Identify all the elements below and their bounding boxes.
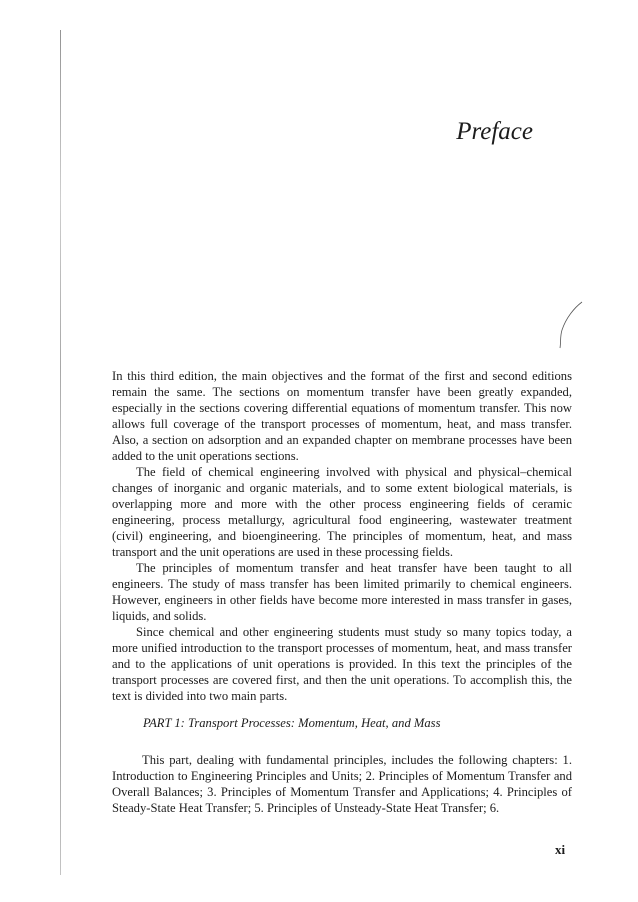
pen-stroke-mark — [552, 300, 592, 350]
part-title: Transport Processes: Momentum, Heat, and Mass — [188, 716, 441, 730]
paragraph: In this third edition, the main objectives and the format of the first and second editions remain the same. The sections on momentum transfer have been greatly expanded, especially in the sections covering differential equations of momentum transfer. This now allows full coverage of the transport processes of momentum, heat, and mass transfer. Also, a section on adsorption and an expanded chapter on membrane processes have been added to the unit operations sections. — [112, 369, 572, 463]
paragraph: The field of chemical engineering involved with physical and physical–chemical changes of inorganic and organic materials, and to some extent biological materials, is overlapping more and more with the other process engineering fields of ceramic engineering, process metallurgy, agricultural food engineering, wastewater treatment (civil) engineering, and bioengineering. The principles of momentum, heat, and mass transport and the unit operations are used in these processing fields. — [112, 465, 572, 559]
paragraph: Since chemical and other engineering students must study so many topics today, a more unified introduction to the transport processes of momentum, heat, and mass transfer and to the applications of unit operations is provided. In this text the principles of the transport processes are covered first, and then the unit operations. To accomplish this, the text is divided into two main parts. — [112, 625, 572, 703]
part-heading — [143, 716, 440, 731]
page-title: Preface — [456, 118, 533, 145]
part-paragraph: This part, dealing with fundamental principles, includes the following chapters: 1. Introduction to Engineering Principles and Units; 2. Principles of Momentum Transfer and Overall Balances; 3. Principles of Momentum Transfer and Applications; 4. Principles of Steady-State Heat Transfer; 5. Principles of Unsteady-State Heat Transfer; 6. — [112, 753, 572, 815]
binding-edge-line — [60, 30, 61, 875]
page-number: xi — [555, 842, 566, 857]
part-label: PART 1: — [143, 716, 185, 730]
paragraph: The principles of momentum transfer and heat transfer have been taught to all engineers. The study of mass transfer has been limited primarily to chemical engineers. However, engineers in other fields have become more interested in mass transfer in gases, liquids, and solids. — [112, 561, 572, 623]
preface-body — [112, 368, 572, 704]
